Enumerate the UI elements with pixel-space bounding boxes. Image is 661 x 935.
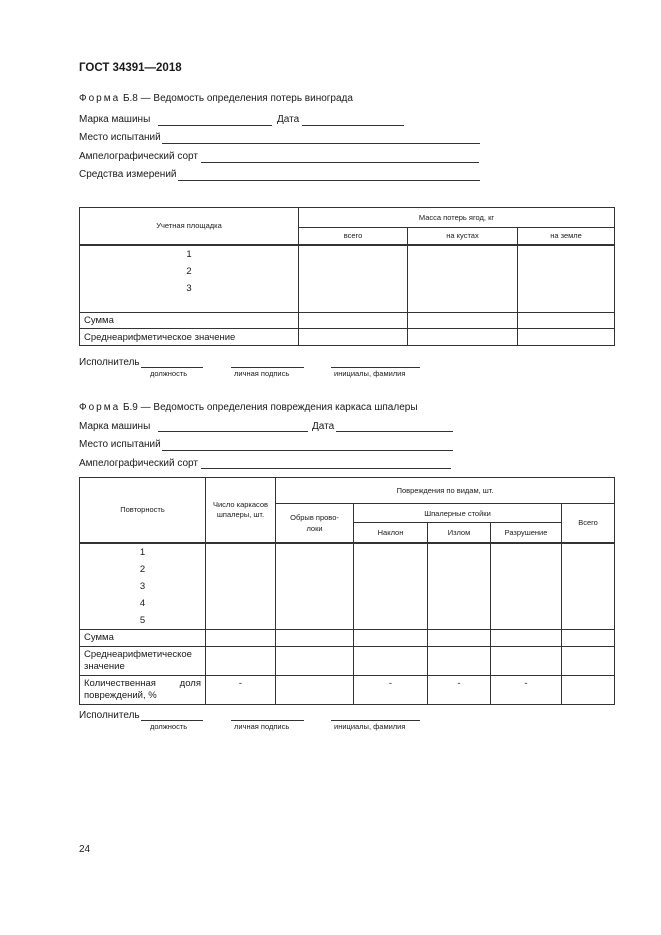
form-b8-date-label: Дата [277,114,300,125]
b9-row-number: 4 [139,597,146,609]
b9-performer-label: Исполнитель [79,710,140,721]
form-b9-date-field[interactable] [336,431,453,432]
b8-cell[interactable] [518,329,615,346]
b9-cell[interactable] [428,543,491,630]
b8-cell[interactable] [408,313,518,329]
b8-sum-label: Сумма [80,313,299,329]
b8-cell[interactable] [299,245,408,313]
b8-cell[interactable] [408,245,518,313]
b9-header-destroy: Разрушение [491,523,562,543]
b8-signature-caption: личная подпись [234,369,290,378]
b9-cell[interactable] [206,543,276,630]
b8-performer-label: Исполнитель [79,357,140,368]
form-b9-variety-label: Ампелографический сорт [79,458,198,469]
b9-mean-label: Среднеарифметическое значение [80,646,206,675]
b9-header-break: Излом [428,523,491,543]
b8-name-caption: инициалы, фамилия [334,369,406,378]
b9-cell[interactable] [491,543,562,630]
b9-share-label-line2: повреждений, % [84,689,157,701]
b9-dash-cell: - [354,675,428,704]
b9-dash-cell: - [491,675,562,704]
form-b8-title-text: Б.8 — Ведомость определения потерь винограда [122,93,353,104]
b8-cell[interactable] [408,329,518,346]
form-b9-title-text: Б.9 — Ведомость определения повреждения каркаса шпалеры [122,402,418,413]
b9-name-field[interactable] [331,720,420,721]
b9-sum-label: Сумма [80,629,206,646]
form-b8-instruments-label: Средства измерений [79,169,177,180]
b9-cell[interactable] [354,629,428,646]
b9-row-number: 3 [139,580,146,592]
form-b8-table [79,207,615,346]
b9-cell[interactable] [428,646,491,675]
b9-share-label-line1: Количественная доля [84,677,201,689]
b8-row-number: 1 [186,248,192,260]
b9-name-caption: инициалы, фамилия [334,722,406,731]
b8-header-area: Учетная площадка [80,208,299,245]
b8-cell[interactable] [299,313,408,329]
form-b9-title [79,402,418,413]
b8-header-total: всего [299,228,408,245]
document-header: ГОСТ 34391—2018 [79,62,182,74]
b9-row-number: 2 [139,563,146,575]
b8-row-number: 3 [186,282,192,294]
form-b8-place-label: Место испытаний [79,132,161,143]
b8-header-mass: Масса потерь ягод, кг [299,208,615,228]
b9-header-damage: Повреждения по видам, шт. [276,478,615,504]
b8-name-field[interactable] [331,367,420,368]
b9-share-label [80,675,206,704]
b9-cell[interactable] [562,543,615,630]
form-b8-place-field[interactable] [162,143,480,144]
b9-cell[interactable] [354,543,428,630]
form-b9-machine-label: Марка машины [79,421,151,432]
b8-rows-numbers [80,245,299,313]
b9-header-tilt: Наклон [354,523,428,543]
form-b8-title-word: Форма [79,93,121,104]
form-b9-date-label: Дата [312,421,335,432]
b9-cell[interactable] [206,629,276,646]
b8-cell[interactable] [299,329,408,346]
b9-cell[interactable] [276,675,354,704]
b9-rows-numbers [80,543,206,630]
b9-cell[interactable] [491,629,562,646]
form-b9-variety-field[interactable] [201,468,451,469]
b8-mean-label: Среднеарифметическое значение [80,329,299,346]
b9-header-count: Число каркасов шпалеры, шт. [206,478,276,543]
b8-header-bushes: на кустах [408,228,518,245]
b9-cell[interactable] [491,646,562,675]
form-b8-machine-label: Марка машины [79,114,151,125]
form-b9-table [79,477,615,705]
form-b8-title [79,93,353,104]
b9-row-number: 1 [139,546,146,558]
b9-header-repeat: Повторность [80,478,206,543]
b8-header-ground: на земле [518,228,615,245]
b9-signature-caption: личная подпись [234,722,290,731]
b9-cell[interactable] [562,646,615,675]
b9-header-posts: Шпалерные стойки [354,504,562,523]
b9-position-field[interactable] [141,720,203,721]
form-b8-date-field[interactable] [302,125,404,126]
form-b8-machine-field[interactable] [158,125,272,126]
b8-row-number: 2 [186,265,192,277]
form-b8-variety-field[interactable] [201,162,479,163]
b9-cell[interactable] [562,629,615,646]
b9-cell[interactable] [206,646,276,675]
b9-cell[interactable] [354,646,428,675]
b9-position-caption: должность [150,722,188,731]
page-number: 24 [79,844,91,855]
b9-dash-cell: - [206,675,276,704]
b9-header-wire: Обрыв прово-локи [276,504,354,543]
form-b9-machine-field[interactable] [158,431,308,432]
b9-cell[interactable] [428,629,491,646]
b8-signature-field[interactable] [231,367,304,368]
b8-position-caption: должность [150,369,188,378]
b9-dash-cell: - [428,675,491,704]
b9-cell[interactable] [562,675,615,704]
b8-position-field[interactable] [141,367,203,368]
b8-cell[interactable] [518,313,615,329]
form-b9-title-word: Форма [79,402,121,413]
form-b9-place-field[interactable] [162,450,453,451]
form-b9-place-label: Место испытаний [79,439,161,450]
b9-cell[interactable] [276,543,354,630]
b9-header-total: Всего [562,504,615,543]
form-b8-instruments-field[interactable] [178,180,480,181]
b9-cell[interactable] [276,646,354,675]
b9-cell[interactable] [276,629,354,646]
form-b8-variety-label: Ампелографический сорт [79,151,198,162]
b8-cell[interactable] [518,245,615,313]
b9-row-number: 5 [139,614,146,626]
b9-signature-field[interactable] [231,720,304,721]
